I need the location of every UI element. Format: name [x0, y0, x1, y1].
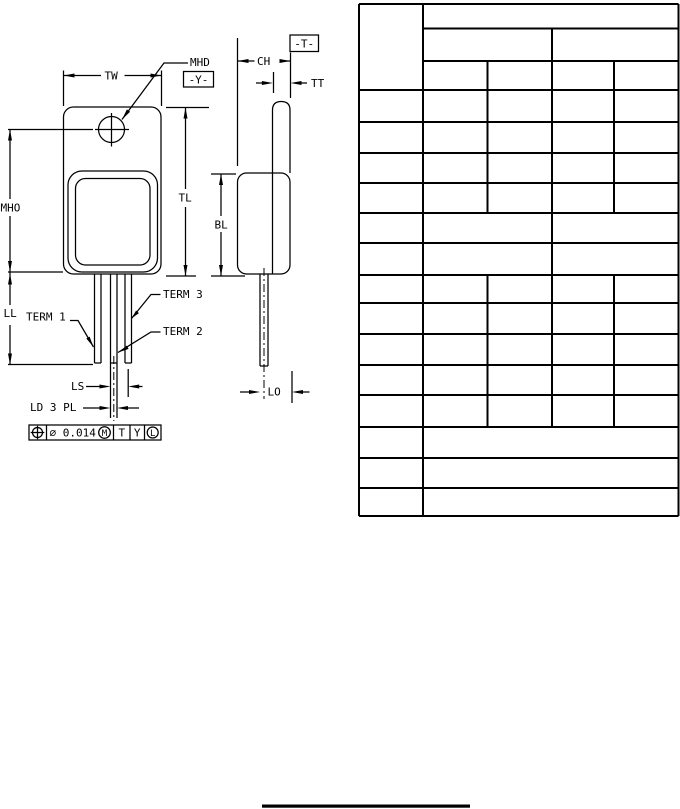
- circled-l-icon: [147, 427, 158, 439]
- molded-face-outer-outline: [68, 171, 158, 272]
- lo-label: LO: [267, 385, 281, 399]
- tl-label: TL: [178, 191, 192, 205]
- fcf-datum-t: T: [118, 426, 126, 440]
- svg-text:M: M: [101, 429, 108, 439]
- side-body-outline: [238, 173, 291, 274]
- datum-t-label: -T-: [294, 37, 315, 51]
- ll-label: LL: [3, 307, 17, 320]
- ls-label: LS: [71, 380, 85, 393]
- circled-m-icon: [99, 427, 111, 439]
- dim-tl: [166, 108, 209, 277]
- package-side-view: [238, 102, 291, 400]
- tw-label: TW: [104, 69, 118, 83]
- term3-label: TERM 3: [163, 288, 203, 301]
- mhd-callout: [122, 56, 214, 120]
- mhd-label: MHD: [190, 56, 210, 69]
- dimension-table-grid: [359, 4, 679, 516]
- mho-label: MHO: [0, 201, 21, 215]
- dim-bl: [211, 174, 245, 276]
- molded-face-inner-outline: [76, 179, 151, 266]
- page-footer-rule: [262, 805, 470, 808]
- dim-ld: [30, 401, 139, 414]
- dim-mho: [1, 130, 94, 273]
- datum-t-callout: [290, 35, 319, 52]
- ch-label: CH: [257, 55, 271, 68]
- lead-extension-lines: [111, 363, 129, 418]
- term1-label: TERM 1: [26, 310, 66, 324]
- svg-text:L: L: [149, 429, 156, 439]
- term2-label: TERM 2: [163, 325, 203, 338]
- tt-label: TT: [311, 77, 325, 90]
- hole-centermark: [95, 113, 129, 147]
- lead-1: [95, 274, 102, 363]
- ld-label: LD 3 PL: [30, 401, 77, 414]
- dim-lo: [240, 371, 310, 403]
- feature-control-frame: [29, 425, 161, 440]
- bl-label: BL: [214, 218, 228, 232]
- package-front-view: [64, 107, 162, 421]
- position-symbol-icon: [31, 426, 45, 440]
- datum-y-label: -Y-: [188, 73, 209, 87]
- dim-ls: [71, 380, 143, 393]
- dim-tw: [64, 70, 162, 107]
- tab-outline: [273, 102, 291, 275]
- terminal-callouts: [26, 288, 203, 353]
- lead-2: [111, 274, 118, 363]
- package-body-outline: [64, 107, 162, 274]
- fcf-datum-y: Y: [133, 426, 141, 440]
- fcf-tolerance: ∅ 0.014: [49, 426, 96, 440]
